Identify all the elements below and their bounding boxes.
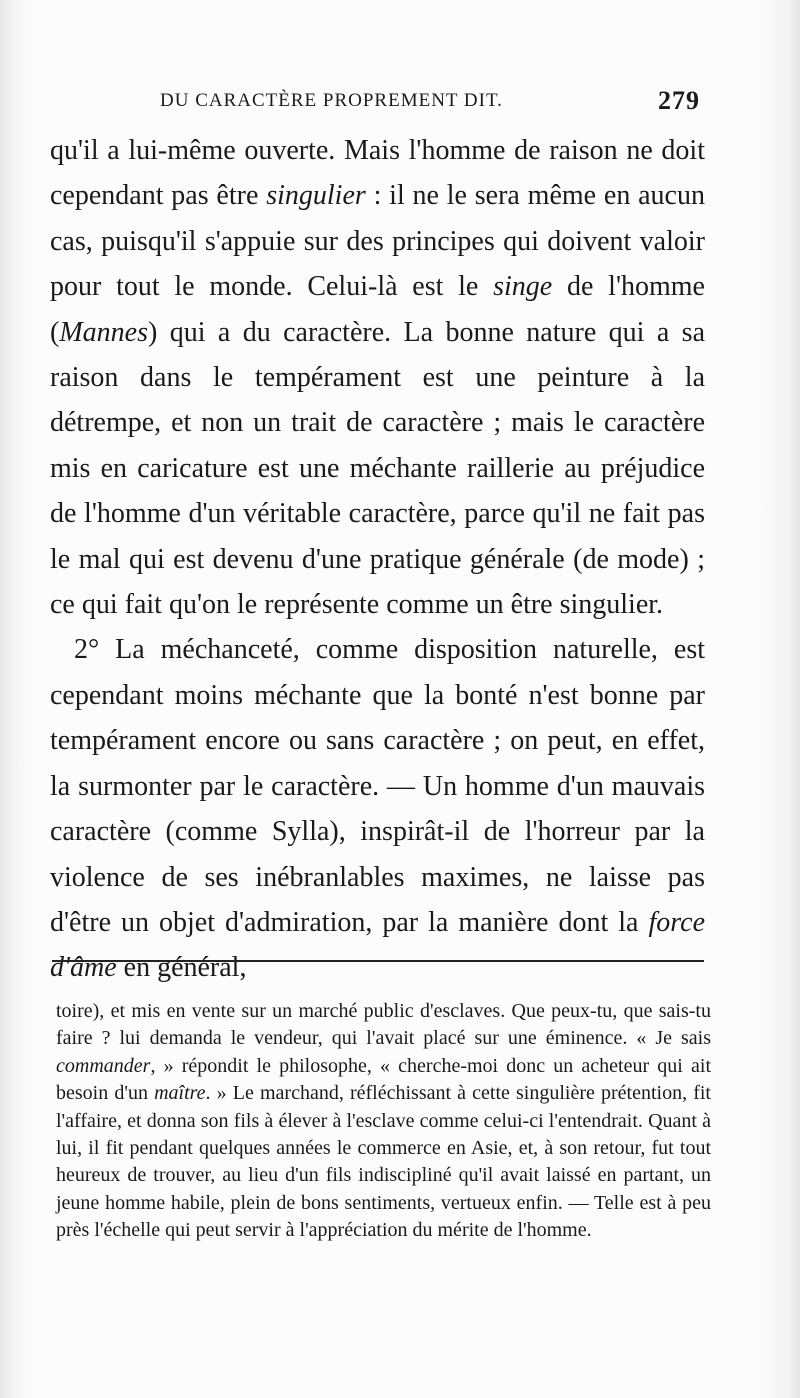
fn-text-b: , » répondit le philosophe, « cherche-moi donc un acheteur qui ait besoin d'un <box>56 1054 711 1105</box>
p1-text-c: de l'homme ( <box>50 271 705 348</box>
p1-text-b: : il ne le sera même en aucun cas, puisqu'il s'appuie sur des principes qui doivent valoir pour tout le monde. Celui-là est le <box>50 180 705 303</box>
paragraph-2 <box>50 627 705 990</box>
fn-text-c: . » Le marchand, réfléchissant à cette singulière prétention, fit l'affaire, et donna son fils à élever à l'esclave comme celui-ci l'entendrait. Quant à lui, il fit pendant quelques années le commerce en Asie, et, à son retour, fut tout heureux de trouver, au lieu d'un fils indiscipliné qu'il avait laissé en partant, un jeune homme habile, plein de bons sentiments, vertueux enfin. — Telle est à peu près l'échelle qui peut servir à l'appréciation du mérite de l'homme. <box>56 1082 711 1242</box>
running-head <box>160 86 700 120</box>
fn-emphasis-commander: commander <box>56 1054 151 1077</box>
p2-emphasis-force-dame: force d'âme <box>50 906 705 984</box>
p1-emphasis-singulier: singulier <box>266 180 366 212</box>
p1-text-d: ) qui a du caractère. La bonne nature qui a sa raison dans le tempérament est une peinture à la détrempe, et non un trait de caractère ; mais le caractère mis en caricature est une méchante raillerie au préjudice de l'homme d'un véritable caractère, parce qu'il ne fait pas le mal qui est devenu d'une pratique générale (de mode) ; ce qui fait qu'on le représente comme un être singulier. <box>50 316 705 621</box>
running-title: DU CARACTÈRE PROPREMENT DIT. <box>160 90 503 111</box>
p1-text-a: qu'il a lui-même ouverte. Mais l'homme de raison ne doit cependant pas être <box>50 135 705 212</box>
p1-emphasis-singe: singe <box>493 271 553 303</box>
p2-text-b: en général, <box>116 952 247 984</box>
footnote <box>56 998 711 1245</box>
p2-text-a: 2° La méchanceté, comme disposition naturelle, est cependant moins méchante que la bonté n'est bonne par tempérament encore ou sans caractère ; on peut, en effet, la surmonter par le caractère. — Un homme d'un mauvais caractère (comme Sylla), inspirât-il de l'horreur par la violence de ses inébranlables maximes, ne laisse pas d'être un objet d'admiration, par la manière dont la <box>50 634 705 938</box>
p1-emphasis-mannes: Mannes <box>59 316 148 348</box>
paragraph-1 <box>50 128 705 627</box>
main-text <box>50 128 705 991</box>
page-number: 279 <box>658 86 700 115</box>
fn-emphasis-maitre: maître <box>154 1082 206 1105</box>
footnote-separator <box>52 960 704 962</box>
footnote-paragraph <box>56 998 711 1245</box>
fn-text-a: toire), et mis en vente sur un marché public d'esclaves. Que peux-tu, que sais-tu faire ? lui demanda le vendeur, qui l'avait placé sur une éminence. « Je sais <box>56 1000 711 1050</box>
